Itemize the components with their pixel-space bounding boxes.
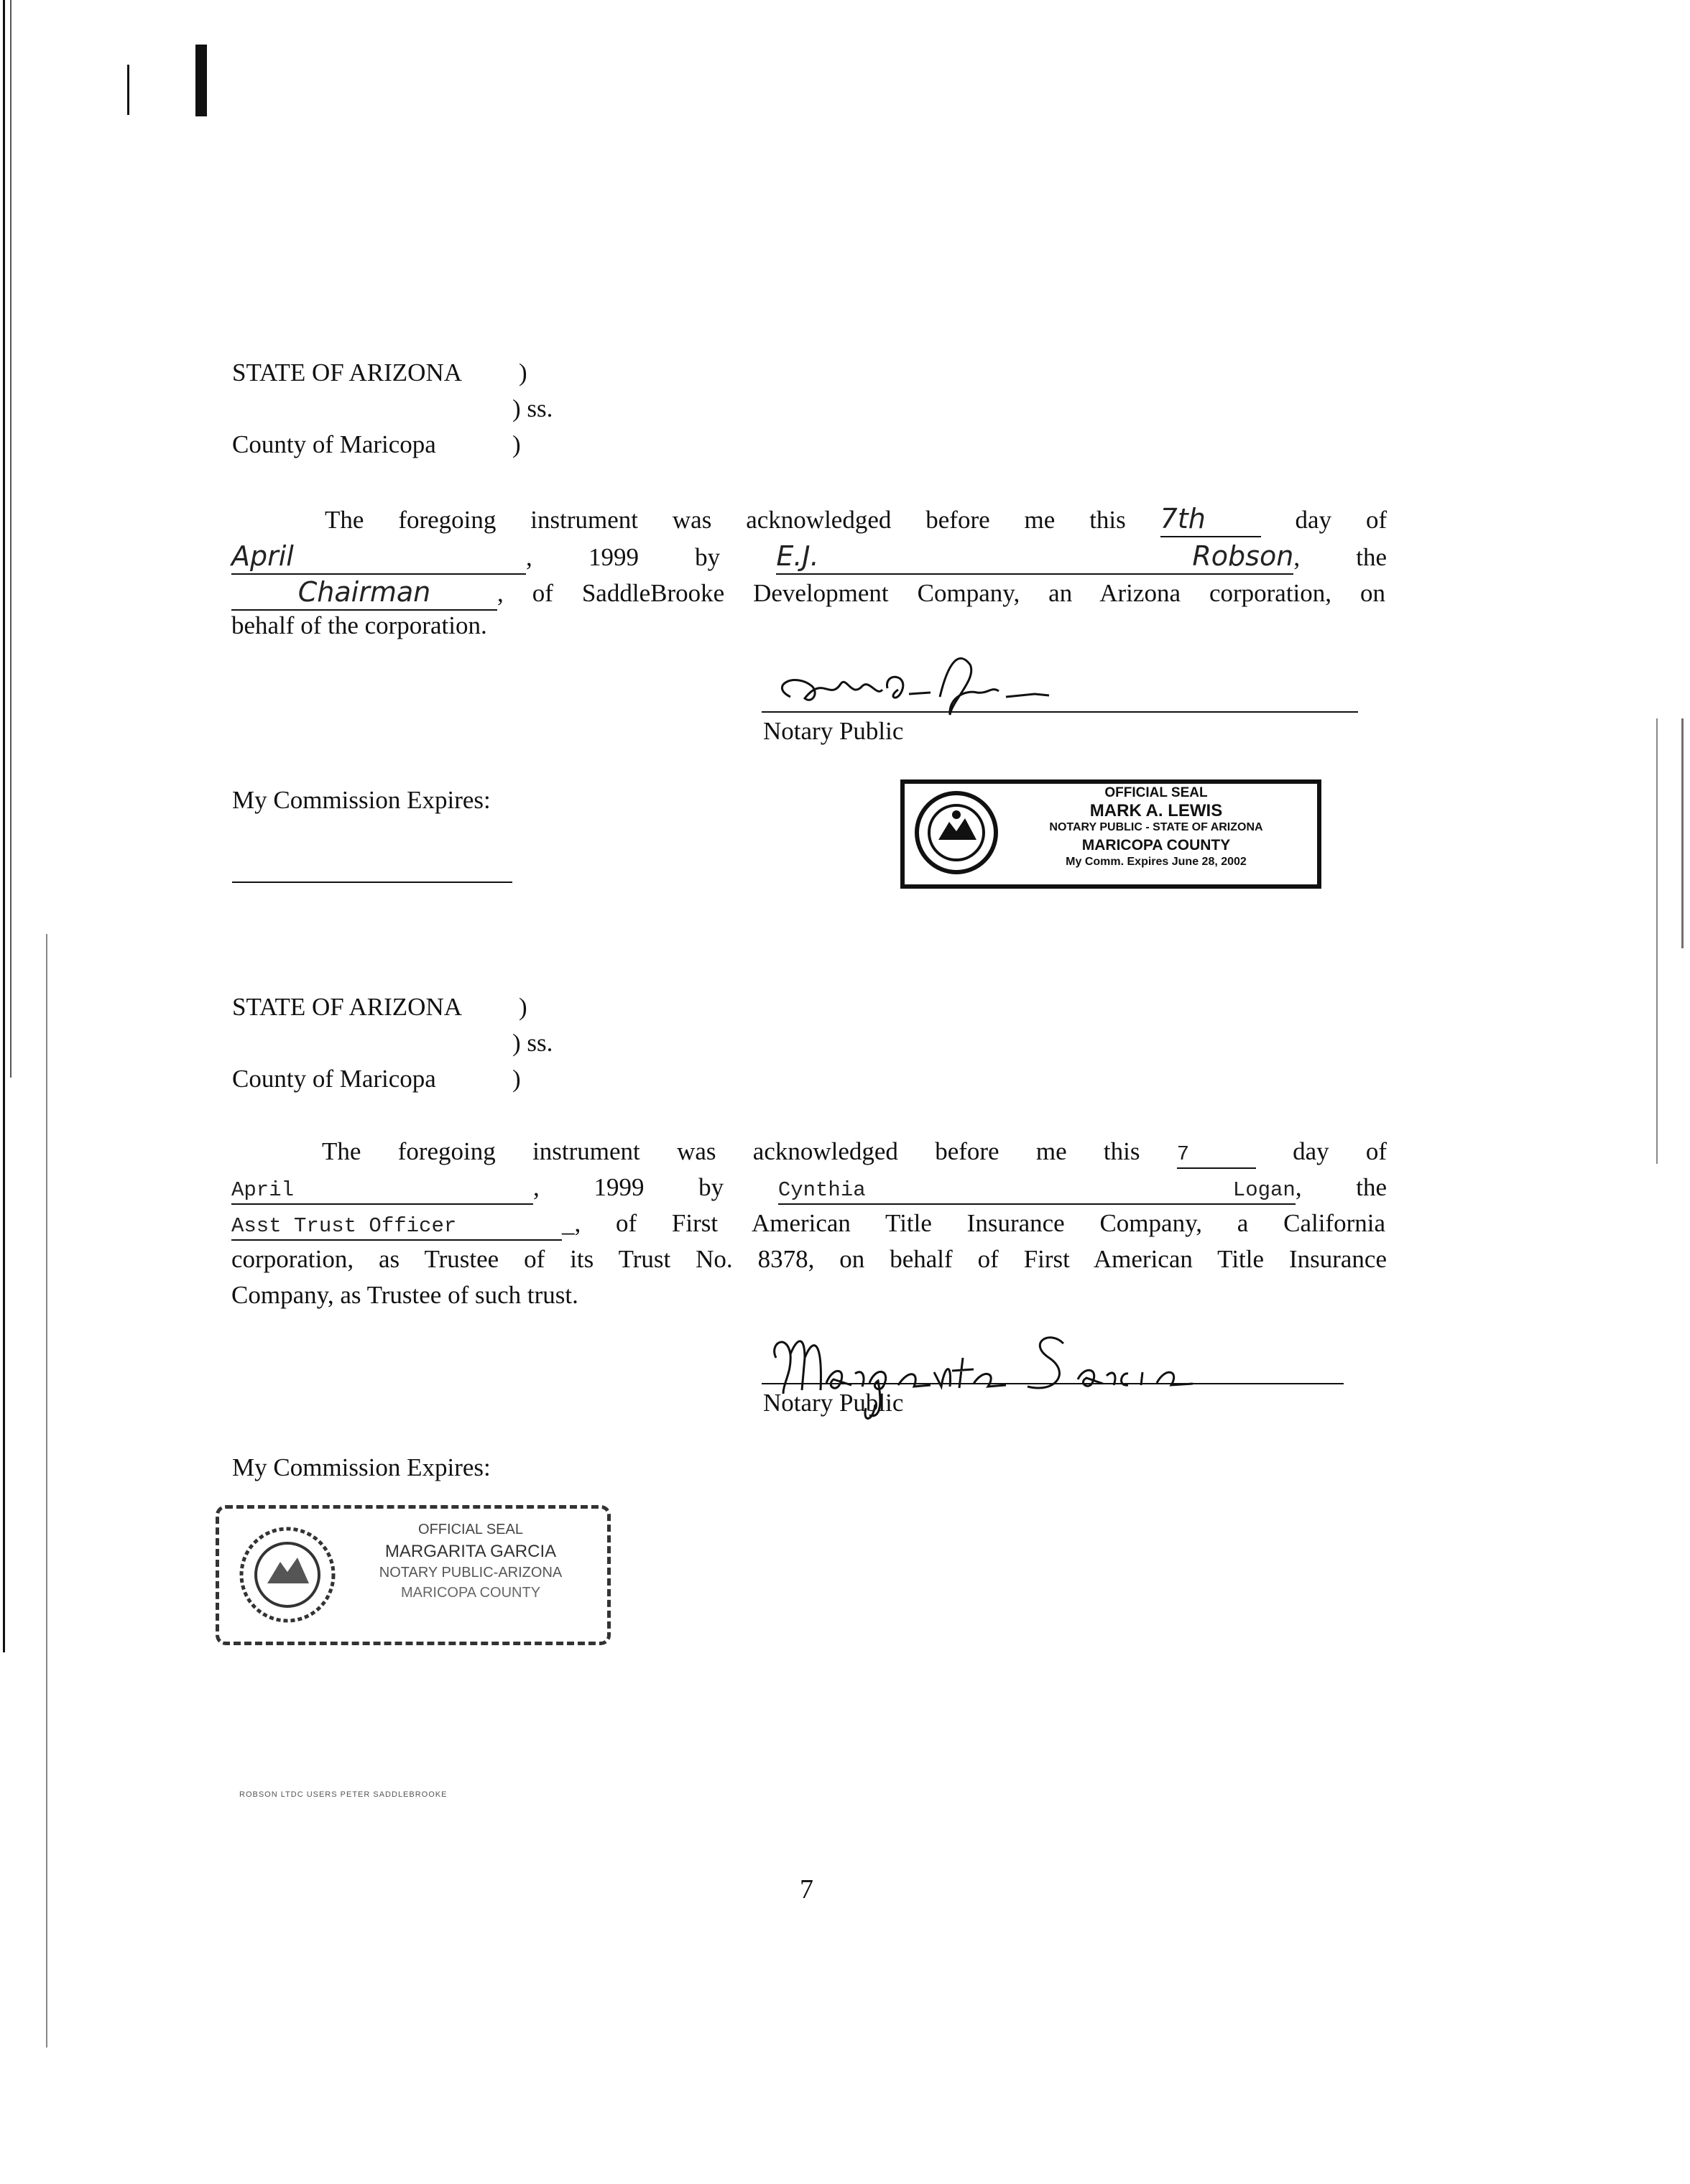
word: this [1103, 1137, 1140, 1165]
ack-line-4: behalf of the corporation. [231, 611, 487, 639]
venue-paren: ) [519, 993, 527, 1021]
seal-line: MARK A. LEWIS [1089, 801, 1223, 820]
word: day [1295, 506, 1332, 534]
comma: , [533, 1173, 540, 1201]
comma: , [1293, 543, 1301, 571]
venue-paren: ) [512, 430, 521, 458]
venue-ss: ) ss. [512, 394, 553, 422]
ack-text: _, of First American Title Insurance Company, a California [562, 1209, 1385, 1237]
word: foregoing [398, 506, 497, 534]
day-field: 7th [1160, 503, 1261, 537]
signature-line [762, 711, 1358, 713]
scan-edge-bar [10, 0, 11, 1078]
document-path-reference: ROBSON LTDC USERS PETER SADDLEBROOKE [239, 1790, 448, 1799]
seal-line: NOTARY PUBLIC-ARIZONA [379, 1565, 563, 1581]
ack-line-1 [325, 503, 1387, 537]
venue-county: County of Maricopa [232, 430, 436, 458]
word: me [1035, 1137, 1067, 1165]
venue-ss: ) ss. [512, 1029, 553, 1057]
word: The [325, 506, 364, 534]
word: acknowledged [752, 1137, 898, 1165]
word: the [1356, 1173, 1387, 1201]
word: the [1356, 543, 1387, 571]
scan-edge-bar [3, 0, 5, 1652]
ack-line-2 [231, 1172, 1387, 1205]
commission-expires-label: My Commission Expires: [232, 1453, 491, 1481]
word: by [698, 1173, 724, 1201]
ack-line-5: Company, as Trustee of such trust. [231, 1281, 578, 1309]
day-field: 7 [1177, 1142, 1256, 1169]
seal-line: My Comm. Expires June 28, 2002 [1066, 856, 1247, 868]
year: 1999 [594, 1173, 645, 1201]
state-label: STATE OF ARIZONA [232, 358, 462, 387]
title-field: Asst Trust Officer [231, 1214, 562, 1241]
arizona-state-seal-icon [237, 1524, 338, 1625]
ack-line-2 [231, 540, 1387, 575]
word: of [1365, 1137, 1387, 1165]
venue-paren: ) [512, 1065, 521, 1093]
commission-expires-line [232, 882, 512, 883]
word: of [1365, 506, 1387, 534]
word: me [1024, 506, 1056, 534]
scan-mark [195, 45, 207, 116]
scan-mark [1656, 718, 1658, 1164]
commission-expires-label: My Commission Expires: [232, 786, 491, 814]
comma: , [526, 543, 532, 571]
signer-name-field: E.J. Robson [776, 540, 1293, 575]
arizona-state-seal-icon [913, 790, 999, 876]
seal-line: MARGARITA GARCIA [384, 1542, 557, 1561]
venue-county: County of Maricopa [232, 1065, 436, 1093]
word: before [935, 1137, 999, 1165]
word: before [925, 506, 990, 534]
notary-signature-mark-lewis [762, 647, 1078, 718]
ack-line-4: corporation, as Trustee of its Trust No. 8378, on behalf of First American Title Insurance [231, 1245, 1387, 1273]
month-field: April [231, 1178, 533, 1205]
scan-mark [127, 65, 129, 115]
venue-state: STATE OF ARIZONA [232, 993, 462, 1021]
seal-line: OFFICIAL SEAL [1104, 785, 1208, 800]
ack-line-1 [322, 1137, 1387, 1169]
notary-public-label: Notary Public [763, 717, 904, 745]
seal-line: MARICOPA COUNTY [1081, 837, 1231, 853]
word: foregoing [397, 1137, 496, 1165]
ack-line-3 [231, 1208, 1387, 1241]
page-number: 7 [800, 1874, 813, 1905]
venue-paren: ) [519, 358, 527, 387]
word: by [695, 543, 721, 571]
signature-line [762, 1383, 1344, 1384]
word: this [1089, 506, 1126, 534]
ack-line-3 [231, 576, 1387, 611]
comma: , [1295, 1173, 1302, 1201]
year: 1999 [588, 543, 639, 571]
scan-mark [1681, 718, 1684, 948]
word: instrument [532, 1137, 640, 1165]
word: was [672, 506, 712, 534]
scan-edge-bar [46, 934, 47, 2048]
official-seal-mark-lewis [900, 779, 1321, 889]
signer-name-field: Cynthia Logan [778, 1178, 1296, 1205]
notary-public-label: Notary Public [763, 1389, 904, 1417]
word: day [1293, 1137, 1329, 1165]
word: instrument [530, 506, 638, 534]
official-seal-margarita-garcia [216, 1505, 611, 1645]
title-field: Chairman [231, 576, 497, 611]
seal-line: NOTARY PUBLIC - STATE OF ARIZONA [1049, 821, 1263, 833]
ack-text: , of SaddleBrooke Development Company, an Arizona corporation, on [497, 579, 1385, 607]
venue-state [232, 358, 462, 388]
seal-line: OFFICIAL SEAL [418, 1522, 523, 1537]
word: The [322, 1137, 361, 1165]
word: acknowledged [746, 506, 892, 534]
word: was [677, 1137, 716, 1165]
seal-line: MARICOPA COUNTY [400, 1585, 541, 1601]
month-field: April [231, 540, 526, 575]
